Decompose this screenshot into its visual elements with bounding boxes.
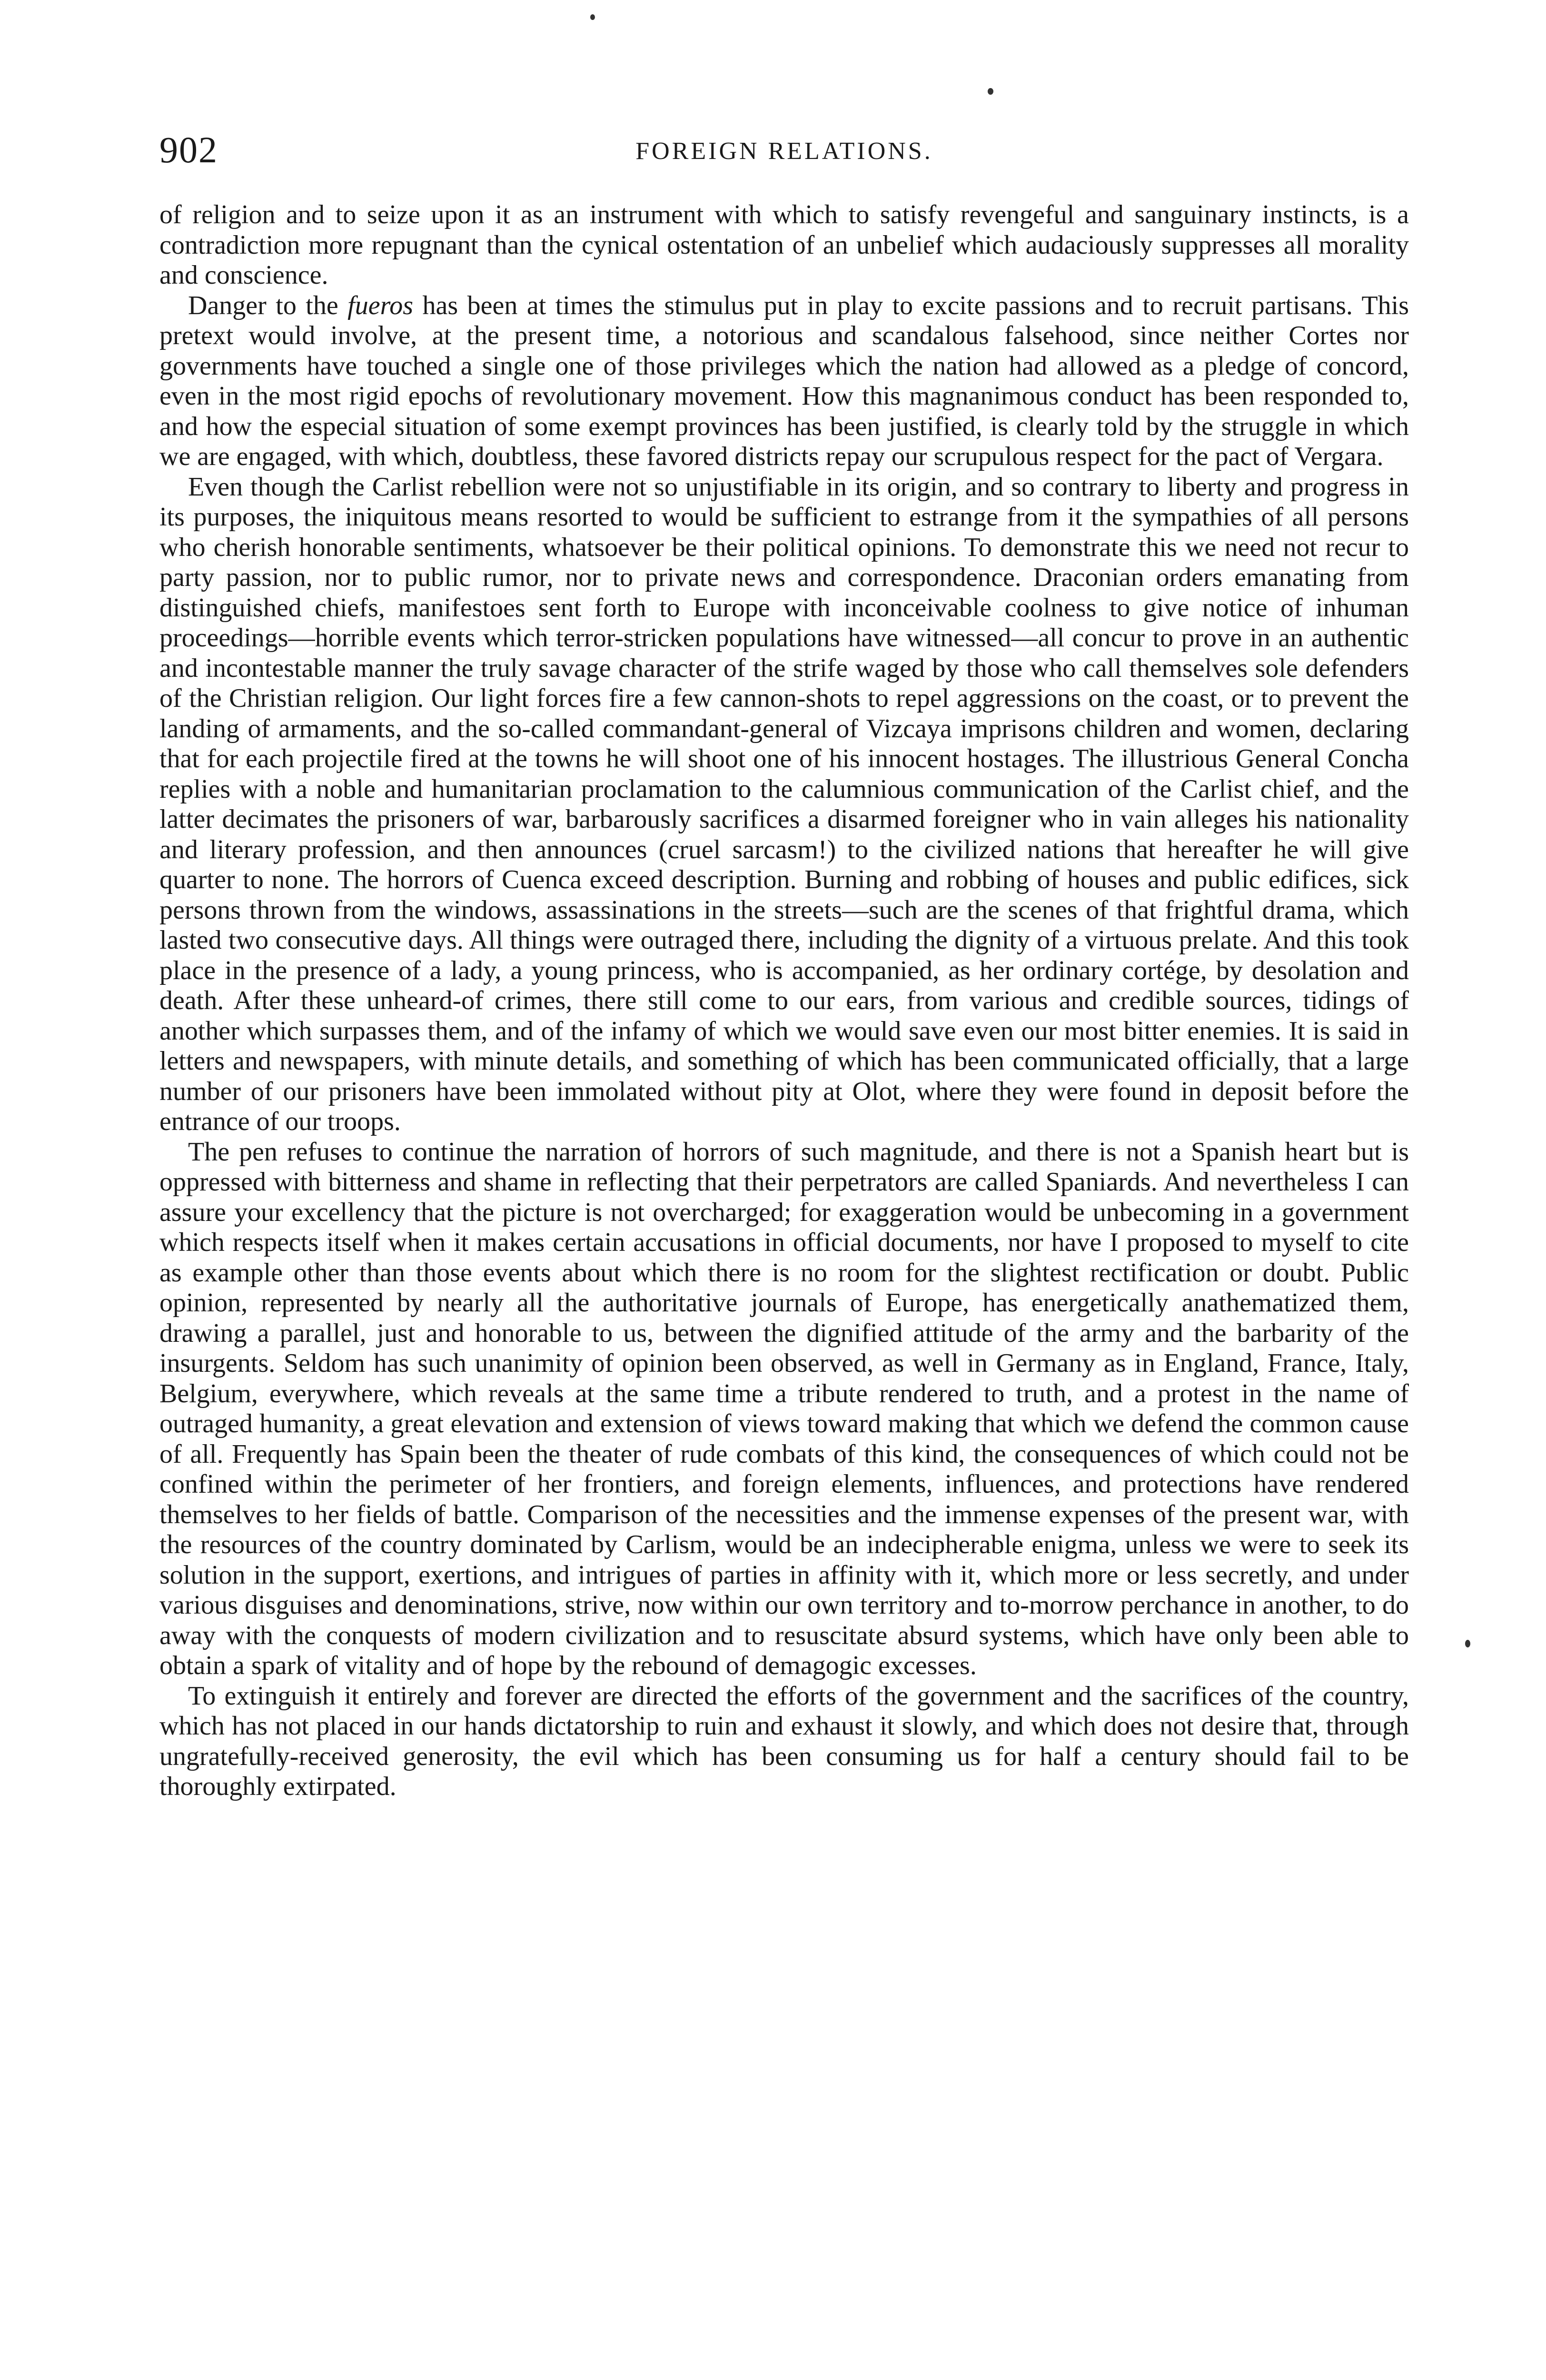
body-text <box>159 200 1409 1802</box>
paragraph-2-lead: Danger to the <box>188 290 348 320</box>
paragraph-3: Even though the Carlist rebellion were not so unjustifiable in its origin, and so contrary to liberty and progress in its purposes, the iniquitous means resorted to would be sufficient to estrange from it the sympathies of all persons who cherish honorable sentiments, whatsoever be their political opinions. To demonstrate this we need not recur to party passion, nor to public rumor, nor to private news and correspondence. Draconian orders emanating from distinguished chiefs, manifestoes sent forth to Europe with inconceivable coolness to give notice of inhuman proceedings—horrible events which terror-stricken populations have witnessed—all concur to prove in an authentic and incontestable manner the truly savage character of the strife waged by those who call themselves sole defenders of the Christian religion. Our light forces fire a few cannon-shots to repel aggressions on the coast, or to prevent the landing of armaments, and the so-called commandant-general of Vizcaya imprisons children and women, declaring that for each projectile fired at the towns he will shoot one of his innocent hostages. The illustrious General Concha replies with a noble and humanitarian proclamation to the calumnious communication of the Carlist chief, and the latter decimates the prisoners of war, barbarously sacrifices a disarmed foreigner who in vain alleges his nationality and literary profession, and then announces (cruel sarcasm!) to the civilized nations that hereafter he will give quarter to none. The horrors of Cuenca exceed description. Burning and robbing of houses and public edifices, sick persons thrown from the windows, assassinations in the streets—such are the scenes of that frightful drama, which lasted two consecutive days. All things were outraged there, including the dignity of a virtuous prelate. And this took place in the presence of a lady, a young princess, who is accompanied, as her ordinary cortége, by desolation and death. After these unheard-of crimes, there still come to our ears, from various and credible sources, tidings of another which surpasses them, and of the infamy of which we would save even our most bitter enemies. It is said in letters and newspapers, with minute details, and something of which has been communicated officially, that a large number of our prisoners have been immolated without pity at Olot, where they were found in deposit before the entrance of our troops. <box>159 472 1409 1136</box>
paragraph-2-text: has been at times the stimulus put in play to excite passions and to recruit partisans. This pretext would involve, at the present time, a notorious and scandalous falsehood, since neither Cortes nor governments have touched a single one of those privileges which the nation had allowed as a pledge of concord, even in the most rigid epochs of revolutionary movement. How this magnanimous conduct has been responded to, and how the especial situation of some exempt provinces has been justified, is clearly told by the struggle in which we are engaged, with which, doubtless, these favored districts repay our scrupulous respect for the pact of Vergara. <box>159 290 1409 471</box>
page-number: 902 <box>159 129 218 170</box>
ink-speck <box>590 14 595 20</box>
paragraph-5: To extinguish it entirely and forever are directed the efforts of the government and the sacrifices of the country, which has not placed in our hands dictatorship to ruin and exhaust it slowly, and which does not desire that, through ungratefully-received generosity, the evil which has been consuming us for half a century should fail to be thoroughly extirpated. <box>159 1681 1409 1801</box>
paragraph-4: The pen refuses to continue the narration of horrors of such magnitude, and there is not a Spanish heart but is oppressed with bitterness and shame in reflecting that their perpetrators are called Spaniards. And nevertheless I can assure your excellency that the picture is not overcharged; for exaggeration would be unbecoming in a government which respects itself when it makes certain accusations in official documents, nor have I proposed to myself to cite as example other than those events about which there is no room for the slightest rectification or doubt. Public opinion, represented by nearly all the authoritative journals of Europe, has energetically anathematized them, drawing a parallel, just and honorable to us, between the dignified attitude of the army and the barbarity of the insurgents. Seldom has such unanimity of opinion been observed, as well in Germany as in England, France, Italy, Belgium, everywhere, which reveals at the same time a tribute rendered to truth, and a protest in the name of outraged humanity, a great elevation and extension of views toward making that which we defend the common cause of all. Frequently has Spain been the theater of rude combats of this kind, the consequences of which could not be confined within the perimeter of her frontiers, and foreign elements, influences, and protections have rendered themselves to her fields of battle. Comparison of the necessities and the immense expenses of the present war, with the resources of the country dominated by Carlism, would be an indecipherable enigma, unless we were to seek its solution in the support, exertions, and intrigues of parties in affinity with it, which more or less secretly, and under various disguises and denominations, strive, now within our own territory and to-morrow perchance in another, to do away with the conquests of modern civilization and to resuscitate absurd systems, which have only been able to obtain a spark of vitality and of hope by the rebound of demagogic excesses. <box>159 1137 1409 1680</box>
ink-speck <box>988 88 993 95</box>
page-header <box>159 129 1409 186</box>
paragraph-1: of religion and to seize upon it as an instrument with which to satisfy revengeful and sanguinary instincts, is a contradiction more repugnant than the cynical ostentation of an unbelief which audaciously suppresses all morality and conscience. <box>159 200 1409 290</box>
paragraph-2 <box>159 291 1409 472</box>
ink-speck <box>1465 1640 1470 1647</box>
document-page <box>159 129 1409 1802</box>
paragraph-2-italic-term: fueros <box>347 290 414 320</box>
running-head: FOREIGN RELATIONS. <box>635 138 933 165</box>
